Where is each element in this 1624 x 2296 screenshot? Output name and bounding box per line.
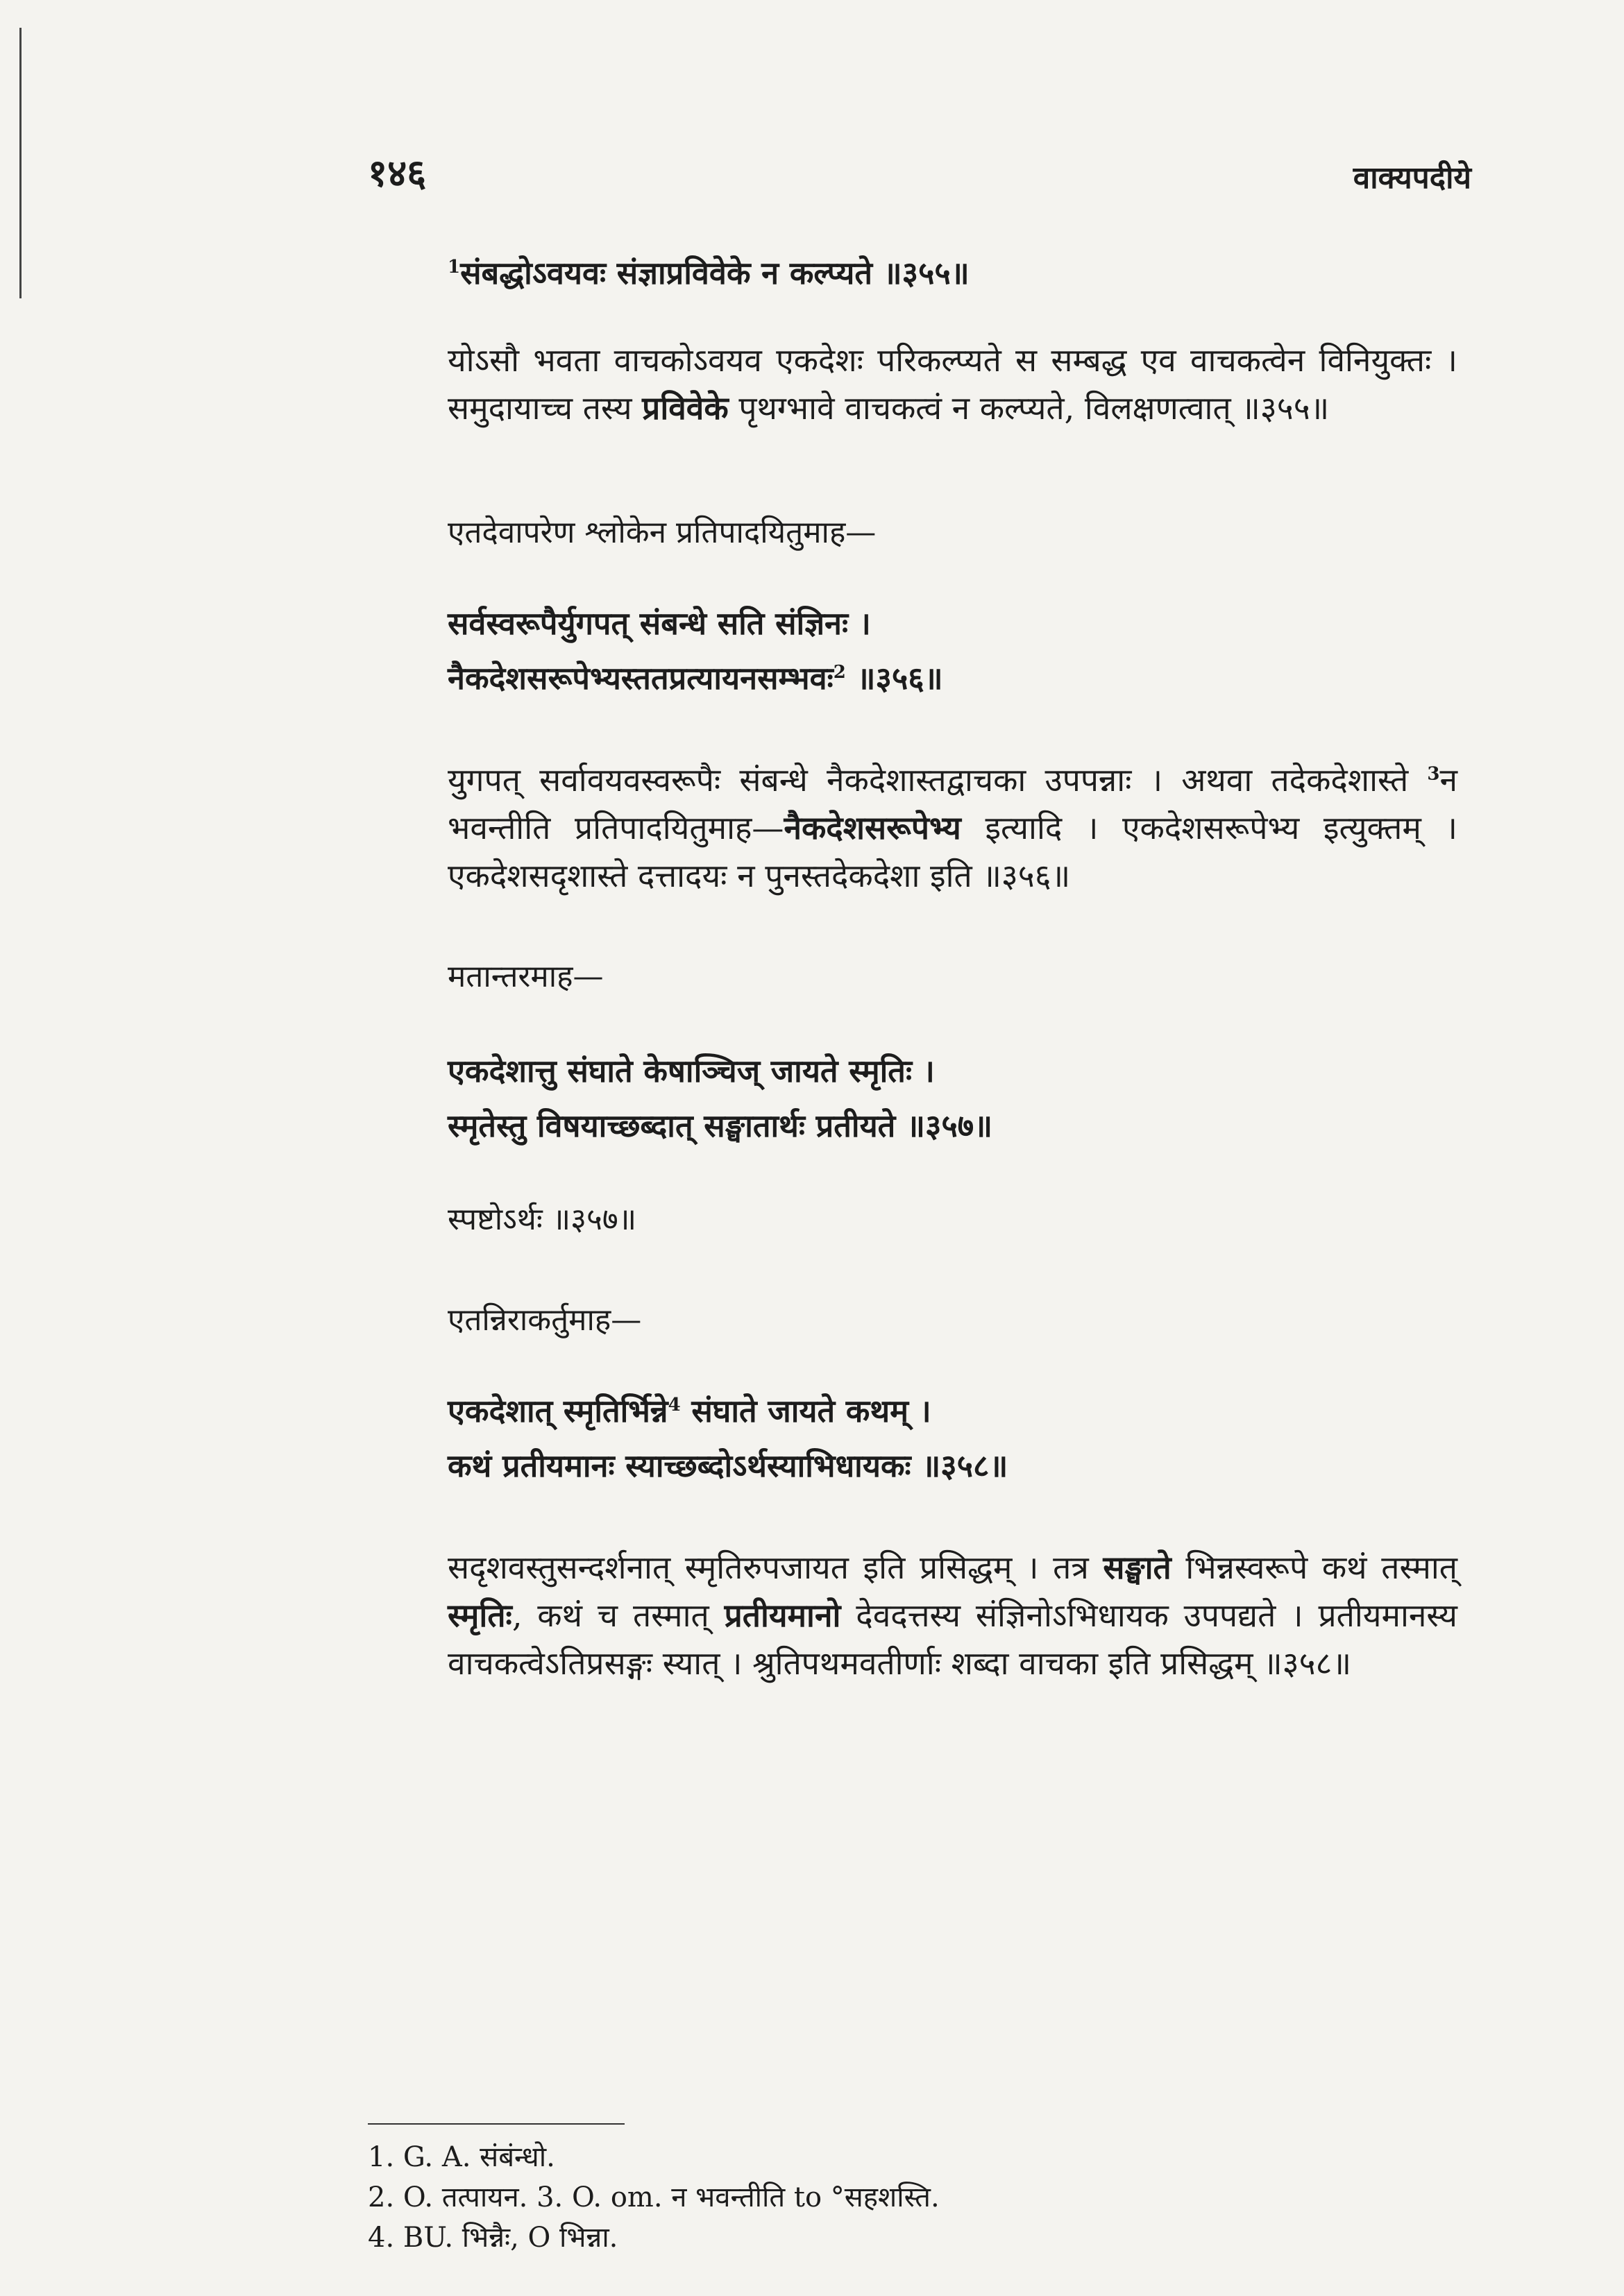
verse-line bbox=[448, 652, 1457, 706]
verse-357 bbox=[448, 1044, 1457, 1154]
verse-358 bbox=[448, 1384, 1457, 1494]
commentary-keyword: प्रतीयमानो bbox=[724, 1597, 841, 1634]
commentary-357: स्पष्टोऽर्थः ॥३५७॥ bbox=[448, 1202, 637, 1237]
verse-line: कथं प्रतीयमानः स्याच्छब्दोऽर्थस्याभिधायकः ॥३५८॥ bbox=[448, 1447, 1008, 1484]
page-header bbox=[368, 146, 1471, 208]
verse-line bbox=[448, 1384, 1457, 1439]
binding-edge bbox=[19, 28, 22, 298]
commentary-358 bbox=[448, 1544, 1457, 1687]
footnote-marker: 2 bbox=[833, 661, 846, 683]
commentary-keyword: स्मृतिः bbox=[448, 1597, 512, 1634]
footnotes bbox=[368, 2137, 1409, 2258]
running-head: वाक्यपदीये bbox=[1353, 160, 1471, 196]
verse-356 bbox=[448, 597, 1457, 706]
verse-text: एकदेशात् स्मृतिर्भिन्ने bbox=[448, 1393, 668, 1429]
footnote: 4. BU. भिन्नैः, O भिन्ना. bbox=[368, 2222, 618, 2254]
commentary-text: योऽसौ भवता वाचकोऽवयव एकदेशः परिकल्प्यते स सम्बद्ध एव वाचकत्वेन विनियुक्तः । समुदायाच्च तस्य bbox=[448, 341, 1457, 427]
page-number: १४६ bbox=[368, 151, 427, 195]
commentary-text: इत्यादि । एकदेशसरूपेभ्य इत्युक्तम् । एकदेशसदृशास्ते दत्तादयः न पुनस्तदेकदेशा इति ॥३५६॥ bbox=[448, 809, 1457, 894]
footnote: 1. G. A. संबंन्धो. bbox=[368, 2141, 555, 2173]
verse-number: ॥३५६॥ bbox=[845, 659, 943, 697]
verse-text: नैकदेशसरूपेभ्यस्ततप्रत्यायनसम्भवः bbox=[448, 659, 834, 697]
verse-355 bbox=[448, 246, 1457, 301]
commentary-text: सदृशवस्तुसन्दर्शनात् स्मृतिरुपजायत इति प्रसिद्धम् । तत्र bbox=[448, 1549, 1103, 1586]
commentary-356 bbox=[448, 756, 1457, 900]
footnote-divider bbox=[368, 2123, 625, 2125]
footnote-marker: 1 bbox=[448, 257, 461, 278]
intro-358: एतन्निराकर्तुमाह— bbox=[448, 1302, 642, 1338]
commentary-text: न भवन्तीति प्रतिपादयितुमाह— bbox=[448, 761, 1457, 847]
commentary-text: युगपत् सर्वावयवस्वरूपैः संबन्धे नैकदेशास्तद्वाचका उपपन्नाः । अथवा तदेकदेशास्ते bbox=[448, 761, 1428, 799]
intro-356: एतदेवापरेण श्लोकेन प्रतिपादयितुमाह— bbox=[448, 515, 877, 550]
commentary-keyword: प्रविवेके bbox=[642, 389, 729, 427]
verse-line: एकदेशात्तु संघाते केषाञ्चिज् जायते स्मृतिः । bbox=[448, 1053, 935, 1089]
verse-line: स्मृतेस्तु विषयाच्छब्दात् सङ्घातार्थः प्रतीयते ॥३५७॥ bbox=[448, 1107, 993, 1144]
commentary-355 bbox=[448, 337, 1457, 432]
commentary-keyword: नैकदेशसरूपेभ्य bbox=[784, 809, 961, 847]
verse-line: संबद्धोऽवयवः संज्ञाप्रविवेके न कल्प्यते ॥३५५॥ bbox=[460, 255, 970, 291]
commentary-keyword: सङ्घाते bbox=[1103, 1549, 1172, 1586]
footnote-marker: 4 bbox=[668, 1395, 681, 1415]
intro-357: मतान्तरमाह— bbox=[448, 959, 604, 994]
commentary-text: भिन्नस्वरूपे कथं तस्मात् bbox=[1171, 1549, 1457, 1586]
commentary-text: , कथं च तस्मात् bbox=[511, 1597, 725, 1634]
commentary-text: देवदत्तस्य संज्ञिनोऽभिधायक उपपद्यते । प्रतीयमानस्य वाचकत्वेऽतिप्रसङ्गः स्यात् । श्रुतिपथमवतीर्णाः शब्दा वाचका इति प्रसिद्धम् ॥३५८॥ bbox=[448, 1597, 1457, 1682]
footnote: 2. O. तत्पायन. 3. O. om. न भवन्तीति to °सहशस्ति. bbox=[368, 2182, 940, 2213]
verse-line: सर्वस्वरूपैर्युगपत् संबन्धे सति संज्ञिनः । bbox=[448, 605, 871, 642]
commentary-text: पृथग्भावे वाचकत्वं न कल्प्यते, विलक्षणत्वात् ॥३५५॥ bbox=[728, 389, 1330, 427]
verse-text: संघाते जायते कथम् । bbox=[680, 1393, 931, 1429]
footnote-marker: 3 bbox=[1427, 763, 1440, 785]
